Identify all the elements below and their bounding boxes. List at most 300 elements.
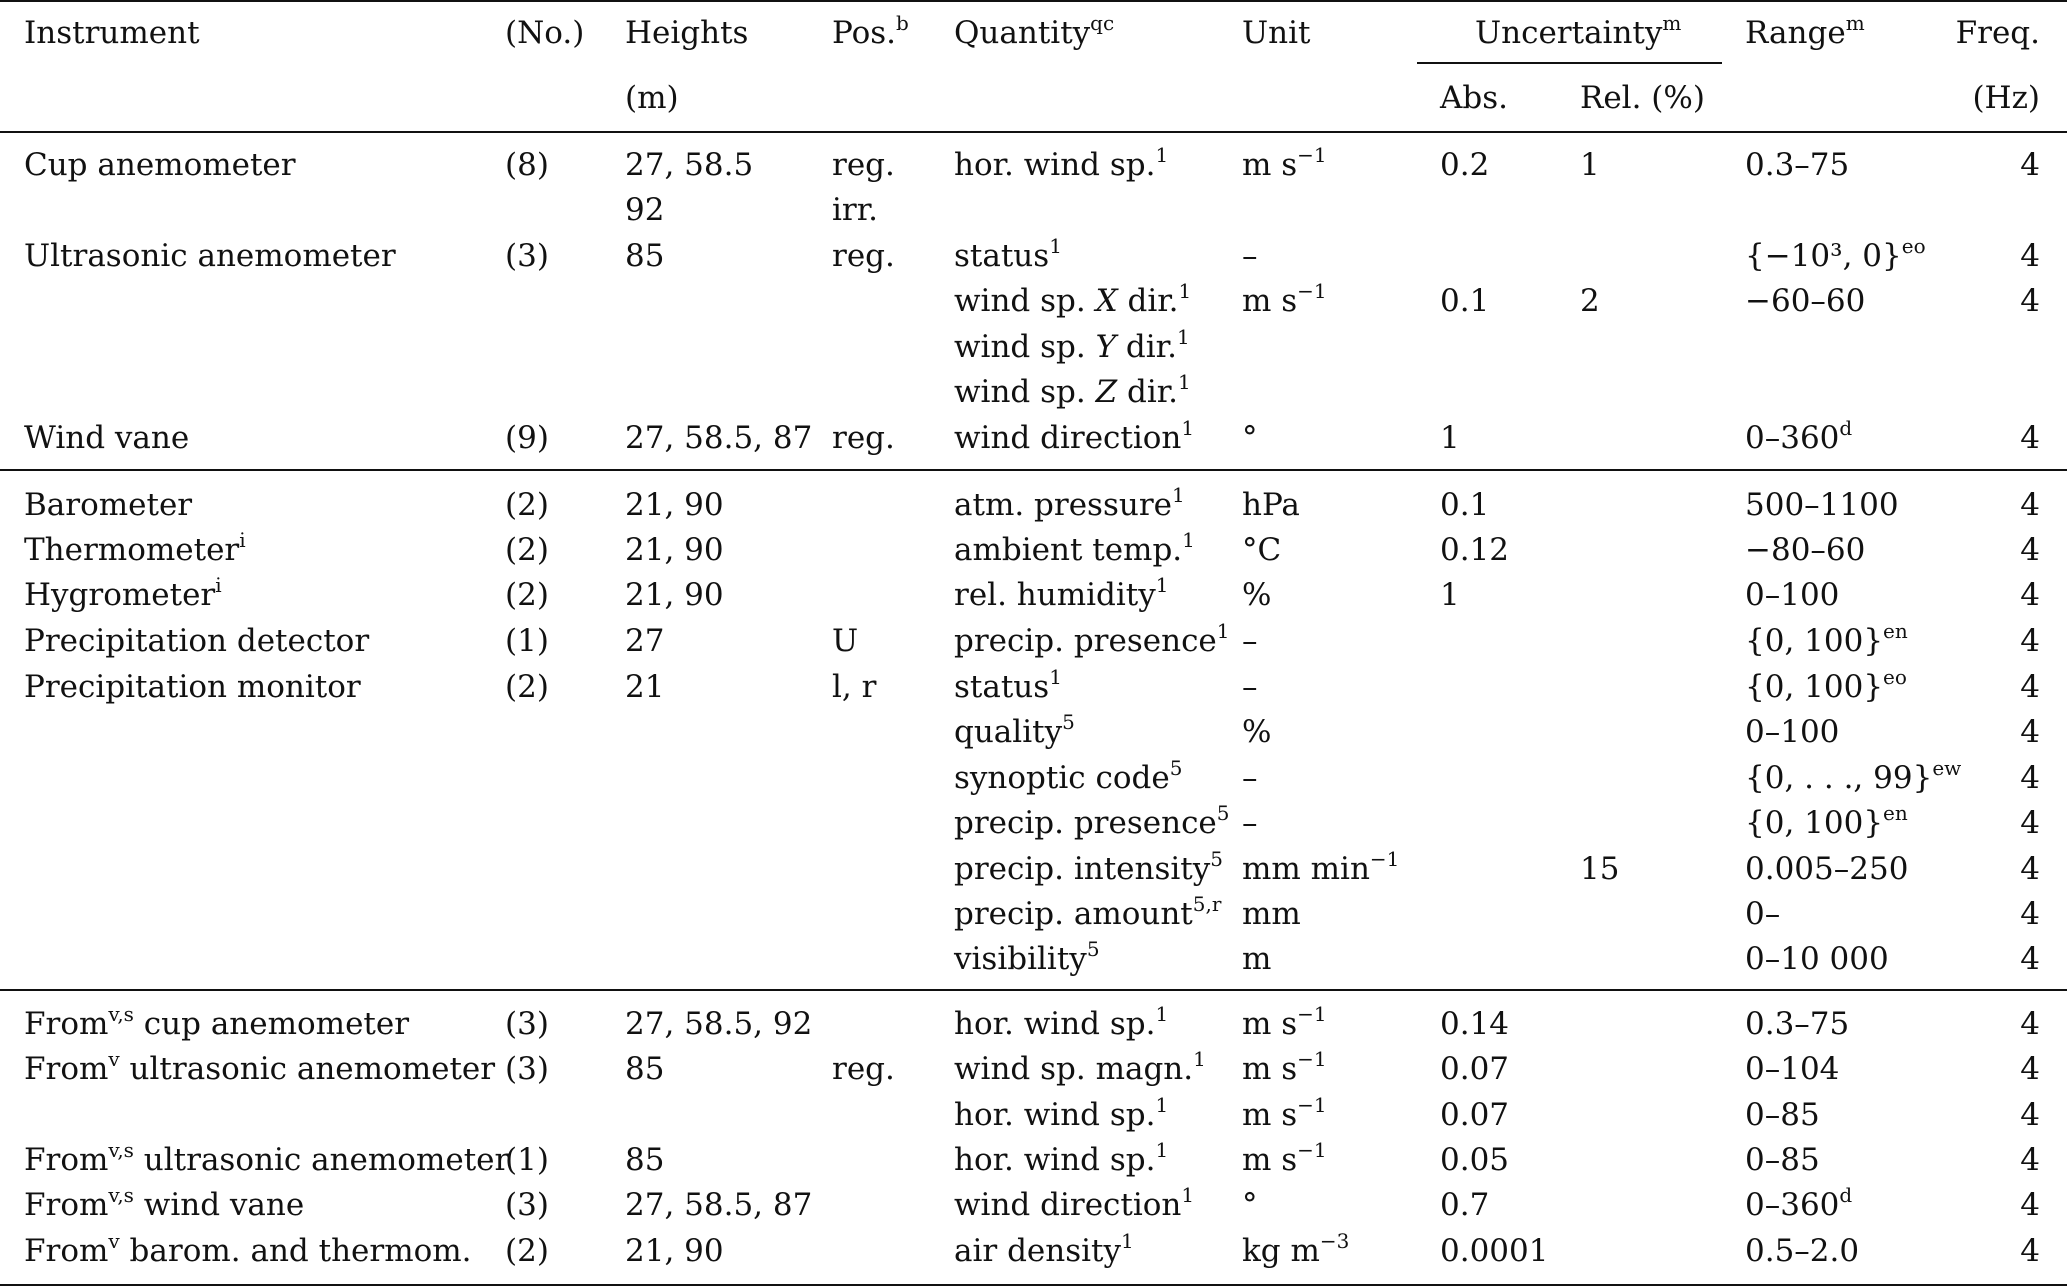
heights-cell — [625, 233, 664, 279]
abs-value: 0.07 — [1440, 1051, 1510, 1087]
position-cell — [832, 187, 878, 233]
range-cell — [1745, 664, 1907, 710]
quantity-note: 1 — [1155, 572, 1169, 597]
quantity-note: 1 — [1216, 618, 1230, 643]
range-cell — [1745, 572, 1839, 618]
heights-value: 21, 90 — [625, 577, 724, 613]
frequency-value: 4 — [2020, 283, 2040, 319]
quantity-name: synoptic code — [954, 760, 1170, 796]
position-cell — [832, 233, 895, 279]
frequency-cell — [1900, 1137, 2040, 1183]
heights-cell — [625, 1001, 812, 1047]
quantity-name: hor. wind sp. — [954, 1006, 1156, 1042]
range-note: ew — [1932, 755, 1962, 780]
rel-value: 1 — [1580, 147, 1600, 183]
quantity-note: 1 — [1176, 324, 1190, 349]
count-value: (2) — [505, 532, 549, 568]
frequency-value: 4 — [2020, 851, 2040, 887]
instrument-cell — [24, 415, 189, 461]
quantity-cell — [954, 1046, 1206, 1092]
count-value: (2) — [505, 1233, 549, 1269]
frequency-cell — [1900, 572, 2040, 618]
instrument-cell — [24, 1228, 472, 1274]
abs-uncertainty-cell — [1440, 278, 1489, 324]
header-freq: Freq. — [1955, 15, 2040, 51]
quantity-cell — [954, 278, 1191, 324]
unit-exponent: −1 — [1369, 846, 1400, 871]
frequency-value: 4 — [2020, 896, 2040, 932]
quantity-cell — [954, 800, 1230, 846]
heights-value: 21, 90 — [625, 532, 724, 568]
frequency-value: 4 — [2020, 1233, 2040, 1269]
frequency-cell — [1900, 1001, 2040, 1047]
instrument-cell — [24, 572, 222, 618]
abs-value: 0.0001 — [1440, 1233, 1549, 1269]
quantity-name: hor. wind sp. — [954, 1142, 1156, 1178]
quantity-name: wind direction — [954, 1187, 1182, 1223]
frequency-cell — [1900, 415, 2040, 461]
quantity-name: wind direction — [954, 420, 1182, 456]
position-value: irr. — [832, 192, 879, 228]
count-value: (9) — [505, 420, 549, 456]
quantity-cell — [954, 755, 1182, 801]
quantity-name: hor. wind sp. — [954, 147, 1156, 183]
abs-value: 1 — [1440, 420, 1460, 456]
abs-value: 1 — [1440, 577, 1460, 613]
range-cell — [1745, 1001, 1849, 1047]
uncertainty-rule — [1417, 62, 1722, 64]
quantity-note: 1 — [1178, 278, 1192, 303]
count-value: (2) — [505, 577, 549, 613]
range-value: {−10³, 0} — [1745, 238, 1902, 274]
instrument-name: Ultrasonic anemometer — [24, 238, 396, 274]
frequency-cell — [1900, 482, 2040, 528]
header-rel: Rel. (%) — [1580, 80, 1705, 116]
position-cell — [832, 415, 895, 461]
rel-value: 15 — [1580, 851, 1620, 887]
header-range: Range$^m$ — [1745, 10, 1865, 51]
bottom-rule — [0, 1284, 2067, 1286]
unit-cell — [1242, 618, 1258, 664]
quantity-name: air density — [954, 1233, 1122, 1269]
frequency-value: 4 — [2020, 1142, 2040, 1178]
instrument-name-rest: ultrasonic anemometer — [119, 1051, 496, 1087]
quantity-note: 5,r — [1192, 891, 1222, 916]
instrument-note: v,s — [108, 1001, 134, 1026]
abs-uncertainty-cell — [1440, 1137, 1509, 1183]
count-value: (8) — [505, 147, 549, 183]
frequency-value: 4 — [2020, 1051, 2040, 1087]
count-value: (2) — [505, 669, 549, 705]
unit-value: m s — [1242, 1097, 1298, 1133]
quantity-name: wind sp. Y dir. — [954, 329, 1177, 365]
top-rule — [0, 0, 2067, 2]
position-value: reg. — [832, 1051, 895, 1087]
instrument-cell — [24, 1046, 495, 1092]
frequency-cell — [1900, 527, 2040, 573]
heights-cell — [625, 572, 724, 618]
instrument-name: From — [24, 1142, 109, 1178]
abs-uncertainty-cell — [1440, 142, 1489, 188]
heights-value: 21, 90 — [625, 1233, 724, 1269]
unit-value: °C — [1242, 532, 1282, 568]
abs-uncertainty-cell — [1440, 482, 1489, 528]
count-cell — [505, 142, 549, 188]
quantity-note: 1 — [1172, 482, 1185, 507]
frequency-cell — [1900, 709, 2040, 755]
unit-value: – — [1242, 760, 1258, 796]
unit-value: – — [1242, 669, 1258, 705]
position-value: U — [832, 623, 859, 659]
abs-value: 0.7 — [1440, 1187, 1490, 1223]
quantity-cell — [954, 1228, 1134, 1274]
unit-cell — [1242, 1092, 1327, 1138]
unit-cell — [1242, 278, 1327, 324]
frequency-value: 4 — [2020, 669, 2040, 705]
count-value: (3) — [505, 1006, 549, 1042]
heights-value: 27, 58.5, 87 — [625, 1187, 813, 1223]
position-cell — [832, 664, 876, 710]
group-rule-1 — [0, 469, 2067, 471]
range-value: −60–60 — [1745, 283, 1866, 319]
quantity-cell — [954, 1001, 1168, 1047]
range-cell — [1745, 527, 1865, 573]
range-value: {0, 100} — [1745, 669, 1884, 705]
unit-cell — [1242, 527, 1281, 573]
abs-uncertainty-cell — [1440, 1001, 1509, 1047]
abs-uncertainty-cell — [1440, 1092, 1509, 1138]
frequency-cell — [1900, 618, 2040, 664]
count-cell — [505, 572, 549, 618]
heights-cell — [625, 618, 664, 664]
quantity-cell — [954, 1137, 1168, 1183]
abs-uncertainty-cell — [1440, 527, 1509, 573]
position-value: reg. — [832, 238, 895, 274]
frequency-cell — [1900, 142, 2040, 188]
unit-cell — [1242, 572, 1271, 618]
instrument-name: Precipitation detector — [24, 623, 370, 659]
quantity-name: status — [954, 238, 1050, 274]
unit-value: ° — [1242, 420, 1258, 456]
quantity-cell — [954, 324, 1190, 370]
heights-value: 92 — [625, 192, 665, 228]
quantity-name: wind sp. X dir. — [954, 283, 1179, 319]
instrument-name: From — [24, 1006, 109, 1042]
frequency-cell — [1900, 936, 2040, 982]
range-cell — [1745, 415, 1852, 461]
abs-uncertainty-cell — [1440, 1228, 1548, 1274]
quantity-name: quality — [954, 714, 1063, 750]
quantity-cell — [954, 891, 1221, 937]
count-value: (1) — [505, 1142, 549, 1178]
abs-uncertainty-cell — [1440, 1182, 1489, 1228]
frequency-value: 4 — [2020, 577, 2040, 613]
instrument-cell — [24, 233, 396, 279]
header-unit: Unit — [1242, 15, 1311, 51]
instrument-cell — [24, 482, 192, 528]
quantity-name: ambient temp. — [954, 532, 1183, 568]
quantity-note: 5 — [1210, 846, 1224, 871]
count-cell — [505, 1001, 549, 1047]
frequency-cell — [1900, 278, 2040, 324]
frequency-value: 4 — [2020, 487, 2040, 523]
count-cell — [505, 1137, 549, 1183]
heights-cell — [625, 1228, 724, 1274]
range-value: 0–85 — [1745, 1142, 1820, 1178]
instrument-cell — [24, 527, 246, 573]
frequency-value: 4 — [2020, 147, 2040, 183]
frequency-cell — [1900, 664, 2040, 710]
heights-cell — [625, 1137, 664, 1183]
quantity-cell — [954, 527, 1195, 573]
quantity-name: visibility — [954, 941, 1087, 977]
range-value: 0–100 — [1745, 577, 1840, 613]
unit-cell — [1242, 1137, 1327, 1183]
instrument-name: Precipitation monitor — [24, 669, 361, 705]
instrument-cell — [24, 1182, 304, 1228]
abs-uncertainty-cell — [1440, 572, 1460, 618]
quantity-note: 1 — [1121, 1228, 1134, 1253]
range-value: −80–60 — [1745, 532, 1866, 568]
abs-value: 0.07 — [1440, 1097, 1510, 1133]
instrument-name: Hygrometer — [24, 577, 216, 613]
instrument-note: v,s — [108, 1137, 134, 1162]
quantity-name: hor. wind sp. — [954, 1097, 1156, 1133]
range-value: 0.3–75 — [1745, 147, 1850, 183]
quantity-name: precip. intensity — [954, 851, 1211, 887]
heights-cell — [625, 664, 664, 710]
instrument-name: Wind vane — [24, 420, 190, 456]
instrument-name-rest: barom. and thermom. — [119, 1233, 472, 1269]
count-cell — [505, 233, 549, 279]
instrument-name-rest: cup anemometer — [133, 1006, 410, 1042]
abs-value: 0.05 — [1440, 1142, 1510, 1178]
quantity-cell — [954, 572, 1169, 618]
quantity-name: precip. presence — [954, 623, 1217, 659]
unit-exponent: −1 — [1297, 1092, 1327, 1117]
count-cell — [505, 664, 549, 710]
quantity-note: 1 — [1049, 233, 1062, 258]
range-cell — [1745, 1228, 1859, 1274]
quantity-note: 1 — [1155, 142, 1169, 167]
rel-uncertainty-cell — [1580, 278, 1600, 324]
quantity-name: precip. presence — [954, 805, 1217, 841]
unit-exponent: −1 — [1297, 1046, 1327, 1071]
unit-exponent: −3 — [1319, 1228, 1350, 1253]
unit-cell — [1242, 846, 1399, 892]
heights-cell — [625, 482, 724, 528]
frequency-cell — [1900, 800, 2040, 846]
instrument-note: v,s — [108, 1182, 134, 1207]
instrument-cell — [24, 618, 369, 664]
unit-exponent: −1 — [1297, 1137, 1327, 1162]
heights-cell — [625, 527, 724, 573]
unit-cell — [1242, 233, 1258, 279]
range-value: 0–100 — [1745, 714, 1840, 750]
heights-cell — [625, 1046, 664, 1092]
heights-value: 85 — [625, 238, 665, 274]
unit-value: m s — [1242, 1051, 1298, 1087]
range-note: en — [1883, 800, 1908, 825]
range-value: {0, 100} — [1745, 805, 1884, 841]
range-note: eo — [1883, 664, 1907, 689]
header-pos: Pos.$^b$ — [832, 10, 909, 51]
quantity-note: 1 — [1181, 415, 1195, 440]
range-cell — [1745, 800, 1908, 846]
heights-value: 21, 90 — [625, 487, 724, 523]
range-value: 0.5–2.0 — [1745, 1233, 1860, 1269]
range-cell — [1745, 891, 1780, 937]
unit-cell — [1242, 415, 1258, 461]
range-value: 0–360 — [1745, 420, 1840, 456]
count-value: (1) — [505, 623, 549, 659]
range-value: 500–1100 — [1745, 487, 1899, 523]
quantity-cell — [954, 709, 1075, 755]
position-cell — [832, 142, 895, 188]
range-cell — [1745, 618, 1908, 664]
frequency-value: 4 — [2020, 714, 2040, 750]
abs-value: 0.14 — [1440, 1006, 1510, 1042]
unit-cell — [1242, 1001, 1327, 1047]
quantity-cell — [954, 664, 1062, 710]
quantity-note: 1 — [1181, 1182, 1195, 1207]
position-value: reg. — [832, 420, 895, 456]
range-value: {0, . . ., 99} — [1745, 760, 1933, 796]
frequency-value: 4 — [2020, 532, 2040, 568]
frequency-value: 4 — [2020, 623, 2040, 659]
heights-value: 85 — [625, 1142, 665, 1178]
unit-cell — [1242, 142, 1327, 188]
unit-value: – — [1242, 805, 1258, 841]
instrument-name-rest: ultrasonic anemometer — [133, 1142, 510, 1178]
frequency-value: 4 — [2020, 1097, 2040, 1133]
unit-value: m s — [1242, 147, 1298, 183]
range-cell — [1745, 1092, 1820, 1138]
heights-value: 21 — [625, 669, 665, 705]
rel-value: 2 — [1580, 283, 1600, 319]
unit-value: m s — [1242, 1006, 1298, 1042]
range-cell — [1745, 482, 1899, 528]
quantity-name: precip. amount — [954, 896, 1193, 932]
header-uncertainty: Uncertainty$^m$ — [1475, 10, 1682, 51]
range-value: 0–10 000 — [1745, 941, 1889, 977]
instrument-name: From — [24, 1233, 109, 1269]
frequency-cell — [1900, 1046, 2040, 1092]
instrument-cell — [24, 1001, 409, 1047]
heights-cell — [625, 142, 753, 188]
quantity-cell — [954, 482, 1185, 528]
instrument-note: v — [108, 1046, 120, 1071]
quantity-note: 5 — [1086, 936, 1100, 961]
abs-value: 0.2 — [1440, 147, 1490, 183]
range-cell — [1745, 846, 1908, 892]
quantity-cell — [954, 1182, 1194, 1228]
quantity-cell — [954, 618, 1230, 664]
count-value: (2) — [505, 487, 549, 523]
quantity-note: 5 — [1062, 709, 1075, 734]
rel-uncertainty-cell — [1580, 142, 1600, 188]
quantity-note: 1 — [1182, 527, 1195, 552]
count-cell — [505, 415, 549, 461]
abs-uncertainty-cell — [1440, 1046, 1509, 1092]
quantity-cell — [954, 142, 1168, 188]
frequency-value: 4 — [2020, 805, 2040, 841]
quantity-note: 1 — [1049, 664, 1062, 689]
unit-value: – — [1242, 238, 1258, 274]
frequency-cell — [1900, 233, 2040, 279]
abs-value: 0.1 — [1440, 487, 1490, 523]
count-cell — [505, 527, 549, 573]
quantity-cell — [954, 233, 1062, 279]
heights-value: 27, 58.5, 87 — [625, 420, 813, 456]
quantity-name: atm. pressure — [954, 487, 1172, 523]
instrument-name: Cup anemometer — [24, 147, 296, 183]
frequency-cell — [1900, 846, 2040, 892]
instrument-name: From — [24, 1051, 109, 1087]
abs-uncertainty-cell — [1440, 415, 1460, 461]
frequency-cell — [1900, 1182, 2040, 1228]
unit-cell — [1242, 1046, 1327, 1092]
quantity-note: 1 — [1155, 1137, 1169, 1162]
abs-value: 0.1 — [1440, 283, 1490, 319]
instrument-name: Barometer — [24, 487, 193, 523]
quantity-note: 5 — [1216, 800, 1230, 825]
unit-cell — [1242, 891, 1301, 937]
unit-cell — [1242, 709, 1271, 755]
frequency-cell — [1900, 1228, 2040, 1274]
header-quantity: Quantity$^{qc}$ — [954, 10, 1115, 51]
frequency-value: 4 — [2020, 420, 2040, 456]
header-heights: Heights — [625, 15, 749, 51]
range-value: 0– — [1745, 896, 1781, 932]
quantity-cell — [954, 936, 1100, 982]
range-note: d — [1839, 415, 1853, 440]
quantity-cell — [954, 369, 1191, 415]
instrument-name: From — [24, 1187, 109, 1223]
quantity-cell — [954, 1092, 1168, 1138]
position-value: reg. — [832, 147, 895, 183]
quantity-note: 1 — [1155, 1001, 1169, 1026]
header-no: (No.) — [505, 15, 585, 51]
instrument-note: i — [239, 527, 246, 552]
abs-value: 0.12 — [1440, 532, 1510, 568]
unit-cell — [1242, 482, 1300, 528]
position-cell — [832, 1046, 895, 1092]
quantity-name: status — [954, 669, 1050, 705]
range-cell — [1745, 1137, 1820, 1183]
heights-cell — [625, 1182, 812, 1228]
heights-value: 85 — [625, 1051, 665, 1087]
instrument-cell — [24, 142, 296, 188]
unit-value: m s — [1242, 283, 1298, 319]
range-cell — [1745, 233, 1926, 279]
unit-value: % — [1242, 714, 1272, 750]
position-value: l, r — [832, 669, 877, 705]
range-cell — [1745, 278, 1865, 324]
instrument-name: Thermometer — [24, 532, 240, 568]
range-note: d — [1839, 1182, 1853, 1207]
count-cell — [505, 1182, 549, 1228]
range-value: {0, 100} — [1745, 623, 1884, 659]
range-value: 0–85 — [1745, 1097, 1820, 1133]
instrument-note: i — [215, 572, 222, 597]
header-freq-unit: (Hz) — [1972, 80, 2040, 116]
unit-cell — [1242, 664, 1258, 710]
quantity-name: rel. humidity — [954, 577, 1156, 613]
heights-value: 27, 58.5, 92 — [625, 1006, 813, 1042]
heights-cell — [625, 415, 812, 461]
quantity-cell — [954, 415, 1194, 461]
